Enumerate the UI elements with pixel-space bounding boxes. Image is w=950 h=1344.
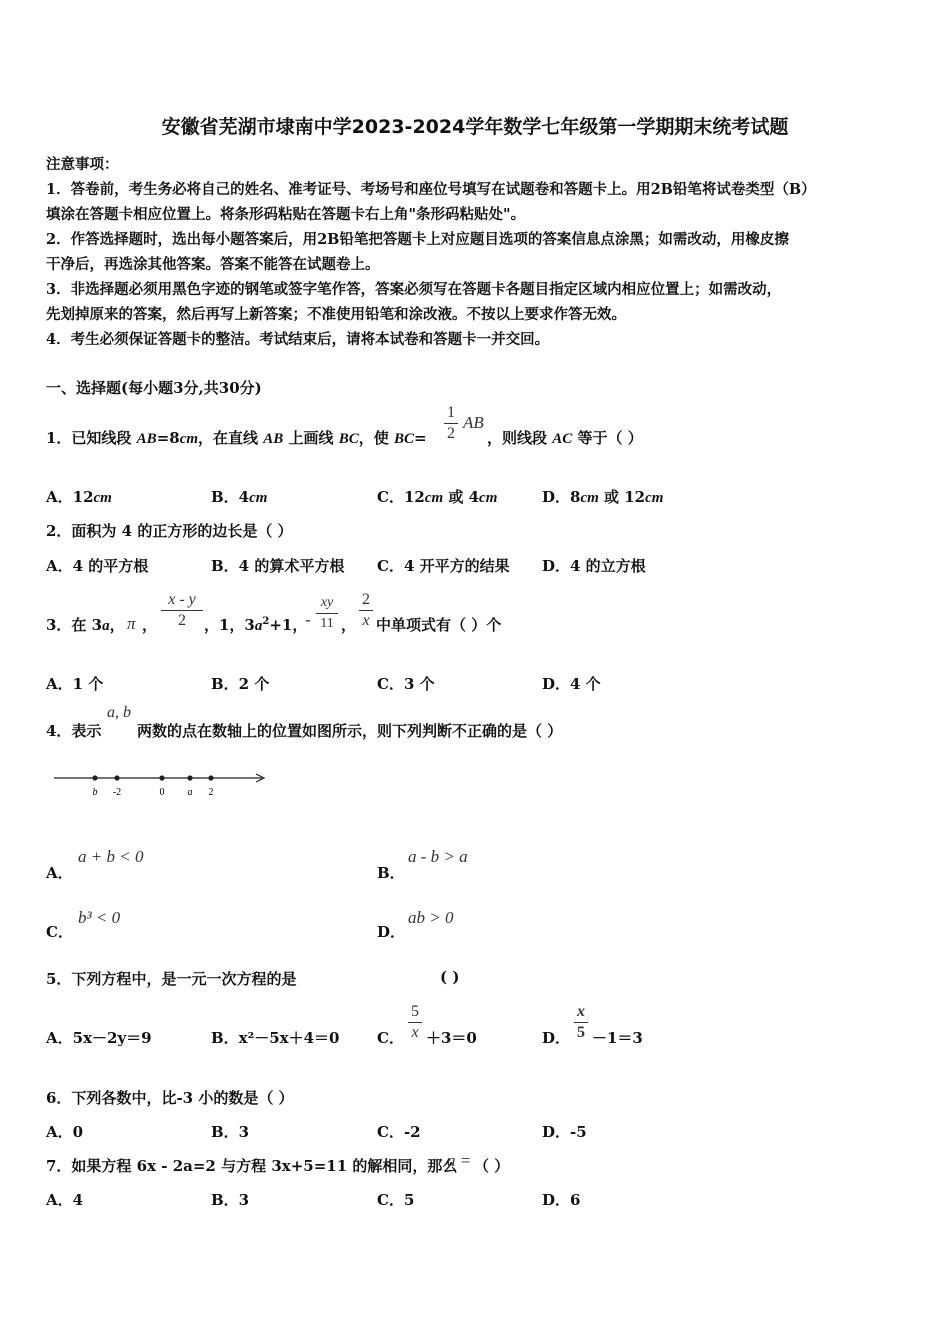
- pi-symbol: π: [127, 614, 136, 633]
- number-line-figure: [50, 768, 270, 802]
- point-a: [187, 775, 192, 780]
- q2-option-d: D．4 的立方根: [542, 557, 646, 575]
- q5-option-d: D．: [542, 1029, 571, 1047]
- question-3-stem: 3．在 3a，: [46, 616, 125, 634]
- q5-option-c-tail: ＋3＝0: [426, 1029, 477, 1047]
- q4-option-a: A．: [46, 864, 73, 882]
- q2-option-a: A．4 的平方根: [46, 557, 149, 575]
- question-3-stem-mid: ，1，$3a^2+1$，: [204, 616, 308, 634]
- q6-option-a: A．0: [46, 1123, 84, 1141]
- q7-option-d: D．6: [542, 1191, 581, 1209]
- label-b: b: [92, 787, 98, 798]
- label-minus-2: -2: [112, 787, 122, 798]
- label-0: 0: [159, 787, 165, 798]
- q5-option-a: A．5x－2y＝9: [46, 1029, 152, 1047]
- q6-option-c: C．-2: [377, 1123, 421, 1141]
- point-2: [208, 775, 213, 780]
- notice-line: 1．答卷前，考生务必将自己的姓名、准考证号、考场号和座位号填写在试题卷和答题卡上。用2B铅笔将试卷类型（B）: [46, 181, 816, 198]
- question-5-stem: 5．下列方程中，是一元一次方程的是: [46, 970, 297, 988]
- question-1-stem-end: ，则线段 AC 等于（ ）: [487, 429, 643, 447]
- q1-option-d: D．8cm 或 12cm: [542, 488, 664, 506]
- notice-line: 4．考生必须保证答题卡的整洁。考试结束后，请将本试卷和答题卡一并交回。: [46, 331, 550, 348]
- notice-line: 干净后，再选涂其他答案。答案不能答在试题卷上。: [46, 256, 380, 273]
- question-6-stem: 6．下列各数中，比-3 小的数是（ ）: [46, 1089, 294, 1107]
- q4-option-a-expr: a + b < 0: [78, 847, 144, 866]
- q4-option-c-expr: b³ < 0: [78, 908, 121, 927]
- q4-option-c: C．: [46, 923, 73, 941]
- q3-option-a: A．1 个: [46, 675, 104, 693]
- q1-option-a: A．12cm: [46, 488, 112, 506]
- question-5-paren: ( ): [440, 968, 460, 986]
- fraction-one-half: 1 2: [443, 403, 459, 444]
- comma: ，: [341, 616, 357, 634]
- notice-line: 2．作答选择题时，选出每小题答案后，用2B铅笔把答题卡上对应题目选项的答案信息点涂黑；如需改动，用橡皮擦: [46, 231, 789, 248]
- notice-line: 填涂在答题卡相应位置上。将条形码粘贴在答题卡右上角"条形码粘贴处"。: [46, 206, 526, 223]
- point-minus-2: [114, 775, 119, 780]
- minus-sign: -: [305, 610, 311, 629]
- fraction-2-over-x: 2 x: [358, 590, 374, 631]
- q1-option-c: C．12cm 或 4cm: [377, 488, 498, 506]
- question-7-stem: 7．如果方程 6x - 2a=2 与方程 3x+5=11 的解相同，那么: [46, 1157, 458, 1175]
- fraction-5-over-x: 5 x: [407, 1002, 423, 1043]
- notice-line: 先划掉原来的答案，然后再写上新答案；不准使用铅笔和涂改液。不按以上要求作答无效。: [46, 306, 626, 323]
- question-4-stem-end: 两数的点在数轴上的位置如图所示，则下列判断不正确的是（ ）: [137, 722, 563, 740]
- question-1-stem: 1．已知线段 AB=8cm，在直线 AB 上画线 BC，使 BC=: [46, 429, 427, 447]
- q2-option-c: C．4 开平方的结果: [377, 557, 510, 575]
- fraction-xy-over-11: xy 11: [315, 593, 339, 634]
- fraction-x-over-5: x 5: [573, 1002, 589, 1043]
- q7-option-a: A．4: [46, 1191, 84, 1209]
- q7-option-b: B．3: [211, 1191, 250, 1209]
- notice-heading: 注意事项：: [46, 156, 119, 173]
- label-a: a: [187, 787, 193, 798]
- q5-option-c: C．: [377, 1029, 404, 1047]
- q1-option-b: B．4cm: [211, 488, 268, 506]
- page-title: 安徽省芜湖市埭南中学2023-2024学年数学七年级第一学期期末统考试题: [161, 116, 789, 138]
- point-0: [159, 775, 164, 780]
- variables-a-b: a, b: [107, 704, 131, 721]
- label-2: 2: [208, 787, 214, 798]
- q5-option-b: B．x²－5x＋4＝0: [211, 1029, 340, 1047]
- q2-option-b: B．4 的算术平方根: [211, 557, 345, 575]
- question-4-stem-start: 4．表示: [46, 722, 102, 740]
- q3-option-c: C．3 个: [377, 675, 435, 693]
- fraction-x-minus-y-over-2: x - y 2: [160, 590, 204, 631]
- q3-option-d: D．4 个: [542, 675, 601, 693]
- question-3-stem-end: 中单项式有（ ）个: [376, 616, 502, 634]
- q7-expr-a-equals: a =: [447, 1151, 472, 1170]
- fraction-tail-ab: AB: [463, 413, 484, 432]
- q3-option-b: B．2 个: [211, 675, 270, 693]
- notice-line: 3．非选择题必须用黑色字迹的钢笔或签字笔作答，答案必须写在答题卡各题目指定区域内相应位置上；如需改动，: [46, 281, 782, 298]
- q4-option-b: B．: [377, 864, 405, 882]
- question-7-stem-end: （ ）: [474, 1157, 510, 1175]
- q4-option-d-expr: ab > 0: [408, 908, 454, 927]
- q7-option-c: C．5: [377, 1191, 415, 1209]
- q4-option-d: D．: [377, 923, 406, 941]
- q6-option-d: D．-5: [542, 1123, 587, 1141]
- q5-option-d-tail: －1＝3: [592, 1029, 643, 1047]
- comma: ，: [142, 616, 158, 634]
- point-b: [92, 775, 97, 780]
- section-heading: 一、选择题(每小题3分,共30分): [46, 379, 262, 397]
- q4-option-b-expr: a - b > a: [408, 847, 468, 866]
- q6-option-b: B．3: [211, 1123, 250, 1141]
- question-2-stem: 2．面积为 4 的正方形的边长是（ ）: [46, 522, 293, 540]
